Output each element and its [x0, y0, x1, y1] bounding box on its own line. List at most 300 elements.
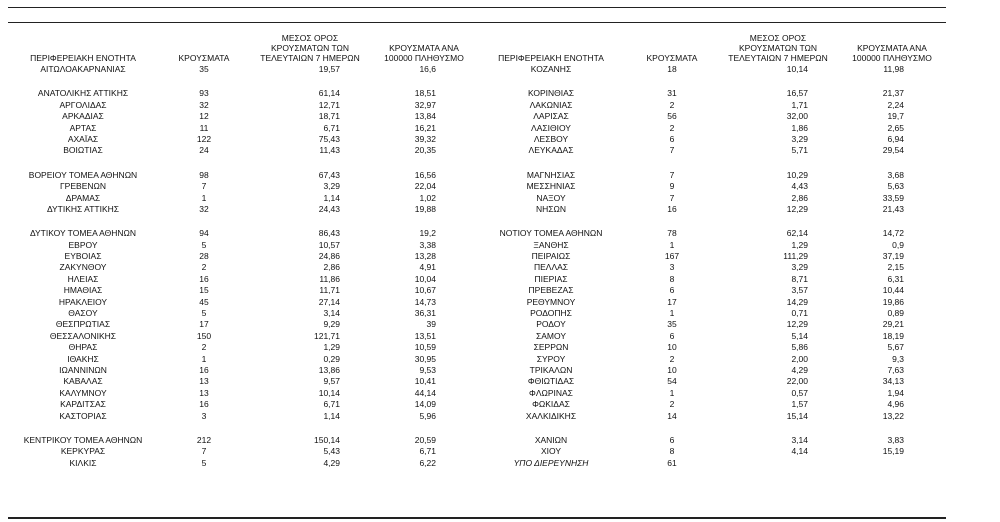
cell-avg: 0,29 [323, 353, 340, 364]
cell-name: ΝΗΣΩΝ [535, 203, 567, 214]
cell-per: 14,09 [414, 399, 436, 410]
cell-avg: 22,00 [786, 376, 808, 387]
cell-name: ΛΑΡΙΣΑΣ [533, 111, 569, 122]
cell-avg: 0,71 [791, 308, 808, 319]
header-per-100k: ΚΡΟΥΣΜΑΤΑ ΑΝΑ 100000 ΠΛΗΘΥΣΜΟ [384, 43, 464, 63]
table-row [8, 88, 478, 99]
cell-cases: 45 [199, 296, 209, 307]
cell-avg: 27,14 [318, 296, 340, 307]
cell-per: 6,31 [887, 273, 904, 284]
cell-name: ΣΑΜΟΥ [535, 330, 566, 341]
cell-per: 19,7 [887, 111, 904, 122]
cell-per: 1,94 [887, 387, 904, 398]
table-row [476, 123, 946, 134]
table-row [476, 285, 946, 296]
cell-cases: 6 [669, 133, 675, 144]
cell-per: 13,51 [414, 330, 436, 341]
cell-per: 16,6 [419, 64, 436, 74]
spacer-row [8, 157, 478, 170]
table-row [476, 240, 946, 251]
cell-cases: 7 [201, 181, 207, 192]
cell-per: 10,59 [414, 342, 436, 353]
table-row [8, 308, 478, 319]
cell-name: ΠΕΙΡΑΙΩΣ [531, 251, 571, 262]
table-row [476, 319, 946, 330]
cell-avg: 62,14 [786, 228, 808, 239]
cell-avg: 18,71 [318, 111, 340, 122]
cell-avg: 0,57 [791, 387, 808, 398]
cell-name: ΝΟΤΙΟΥ ΤΟΜΕΑ ΑΘΗΝΩΝ [499, 228, 603, 239]
table-row [476, 399, 946, 410]
table-row [476, 376, 946, 387]
table-row [8, 376, 478, 387]
cell-per: 20,59 [414, 434, 436, 445]
table-row [476, 308, 946, 319]
cell-cases: 1 [669, 308, 675, 319]
cell-name: ΘΕΣΣΑΛΟΝΙΚΗΣ [49, 330, 117, 341]
header-avg: ΜΕΣΟΣ ΟΡΟΣ ΚΡΟΥΣΜΑΤΩΝ ΤΩΝ ΤΕΛΕΥΤΑΙΩΝ 7 ΗΜΕΡΩΝ [260, 33, 360, 63]
table-body-left [8, 64, 478, 469]
cell-cases: 54 [667, 376, 677, 387]
cell-per: 29,54 [882, 145, 904, 156]
header-cases: ΚΡΟΥΣΜΑΤΑ [178, 53, 230, 63]
cell-cases: 7 [669, 145, 675, 156]
cell-name: ΚΟΡΙΝΘΙΑΣ [527, 88, 575, 99]
cell-avg: 86,43 [318, 228, 340, 239]
top-rule [8, 7, 946, 8]
cell-avg: 10,14 [786, 64, 808, 74]
cell-per: 13,28 [414, 251, 436, 262]
cell-avg: 13,86 [318, 364, 340, 375]
cell-name: ΛΕΥΚΑΔΑΣ [528, 145, 574, 156]
cell-cases: 16 [667, 203, 677, 214]
cell-per: 11,98 [883, 64, 904, 74]
cell-cases: 17 [667, 296, 677, 307]
header-region: ΠΕΡΙΦΕΡΕΙΑΚΗ ΕΝΟΤΗΤΑ [498, 53, 604, 63]
table-row [476, 100, 946, 111]
cell-cases: 2 [201, 342, 207, 353]
cell-name: ΧΑΛΚΙΔΙΚΗΣ [525, 410, 577, 421]
cell-per: 19,2 [419, 228, 436, 239]
cell-cases: 94 [199, 228, 209, 239]
cell-avg: 5,86 [791, 342, 808, 353]
cell-avg: 19,57 [318, 64, 340, 74]
cell-avg: 5,71 [791, 145, 808, 156]
cell-cases: 150 [196, 330, 212, 341]
cell-name: ΘΑΣΟΥ [68, 308, 98, 319]
cell-avg: 1,29 [323, 342, 340, 353]
cell-cases: 3 [669, 262, 675, 273]
cell-name: ΚΙΛΚΙΣ [69, 457, 97, 468]
table-row [476, 435, 946, 446]
cell-name: ΑΡΤΑΣ [69, 122, 97, 133]
cell-name: ΜΕΣΣΗΝΙΑΣ [526, 181, 576, 192]
table-row [8, 111, 478, 122]
cell-name: ΡΟΔΟΠΗΣ [530, 308, 572, 319]
cell-cases: 12 [199, 111, 209, 122]
table-row [8, 145, 478, 156]
cell-per: 29,21 [882, 319, 904, 330]
table-row [476, 111, 946, 122]
cell-avg: 1,14 [323, 192, 340, 203]
cell-per: 19,86 [882, 296, 904, 307]
table-row [8, 64, 478, 75]
cell-avg: 4,29 [323, 457, 340, 468]
cell-per: 1,02 [419, 192, 436, 203]
cell-avg: 10,29 [786, 169, 808, 180]
cell-cases: 78 [667, 228, 677, 239]
cell-cases: 32 [199, 99, 209, 110]
cell-cases: 1 [669, 387, 675, 398]
cell-cases: 16 [199, 399, 209, 410]
cell-cases: 31 [667, 88, 677, 99]
cell-name: ΑΡΚΑΔΙΑΣ [62, 111, 104, 122]
cell-per: 22,04 [414, 181, 436, 192]
cell-cases: 2 [669, 399, 675, 410]
cell-cases: 16 [199, 273, 209, 284]
table-row [8, 388, 478, 399]
cell-avg: 3,14 [323, 308, 340, 319]
table-row [476, 458, 946, 469]
cell-name: ΔΥΤΙΚΟΥ ΤΟΜΕΑ ΑΘΗΝΩΝ [29, 228, 137, 239]
cell-avg: 15,14 [786, 410, 808, 421]
cell-per: 5,67 [887, 342, 904, 353]
cell-cases: 2 [669, 122, 675, 133]
table-row [8, 411, 478, 422]
cell-name: ΣΥΡΟΥ [536, 353, 566, 364]
cell-cases: 17 [199, 319, 209, 330]
cell-per: 19,88 [414, 203, 436, 214]
cell-name: ΧΑΝΙΩΝ [534, 434, 568, 445]
cell-cases: 13 [199, 376, 209, 387]
cell-name: ΙΘΑΚΗΣ [67, 353, 99, 364]
cell-per: 0,89 [887, 308, 904, 319]
cell-name: ΗΡΑΚΛΕΙΟΥ [58, 296, 108, 307]
cell-name: ΛΑΣΙΘΙΟΥ [531, 122, 571, 133]
cell-per: 2,24 [887, 99, 904, 110]
cell-per: 10,04 [414, 273, 436, 284]
cell-name: ΖΑΚΥΝΘΟΥ [59, 262, 107, 273]
cell-per: 21,43 [882, 203, 904, 214]
cell-name: ΛΑΚΩΝΙΑΣ [529, 99, 573, 110]
cell-per: 32,97 [414, 99, 436, 110]
cell-name: ΕΒΡΟΥ [68, 239, 98, 250]
cell-avg: 1,86 [791, 122, 808, 133]
cell-name: ΗΛΕΙΑΣ [67, 273, 99, 284]
table-row [8, 193, 478, 204]
cell-per: 21,37 [882, 88, 904, 99]
cell-avg: 1,14 [323, 410, 340, 421]
table-row [476, 88, 946, 99]
cell-per: 6,71 [419, 446, 436, 457]
cell-avg: 3,14 [791, 434, 808, 445]
cell-cases: 8 [669, 446, 675, 457]
cell-per: 6,22 [419, 457, 436, 468]
table-row [8, 365, 478, 376]
cell-per: 2,15 [887, 262, 904, 273]
cell-avg: 5,14 [791, 330, 808, 341]
cell-cases: 11 [199, 122, 209, 133]
cell-cases: 32 [199, 203, 209, 214]
spacer-row [476, 215, 946, 228]
cell-cases: 2 [201, 262, 207, 273]
cell-cases: 167 [664, 251, 680, 262]
cell-per: 3,38 [419, 239, 436, 250]
table-row [476, 331, 946, 342]
cell-per: 6,94 [887, 133, 904, 144]
cell-avg: 12,71 [318, 99, 340, 110]
cell-avg: 2,00 [791, 353, 808, 364]
cell-name: ΚΑΣΤΟΡΙΑΣ [59, 410, 107, 421]
cell-cases: 2 [669, 353, 675, 364]
cell-per: 2,65 [887, 122, 904, 133]
cell-name: ΒΟΙΩΤΙΑΣ [63, 145, 103, 156]
cell-per: 16,56 [414, 169, 436, 180]
table-row [8, 204, 478, 215]
cell-name: ΠΙΕΡΙΑΣ [534, 273, 568, 284]
cell-avg: 12,29 [786, 203, 808, 214]
cell-per: 14,72 [882, 228, 904, 239]
cell-cases: 122 [196, 133, 212, 144]
cell-name: ΒΟΡΕΙΟΥ ΤΟΜΕΑ ΑΘΗΝΩΝ [28, 169, 138, 180]
cell-per: 9,3 [892, 353, 904, 364]
cell-avg: 1,71 [791, 99, 808, 110]
table-row [476, 64, 946, 75]
cell-name: ΚΑΡΔΙΤΣΑΣ [60, 399, 106, 410]
cell-avg: 2,86 [323, 262, 340, 273]
table-row [476, 365, 946, 376]
table-row [8, 181, 478, 192]
table-row [476, 342, 946, 353]
cell-avg: 24,86 [318, 251, 340, 262]
cell-avg: 150,14 [314, 434, 340, 445]
cell-name: ΑΧΑΪΑΣ [67, 133, 99, 144]
cell-per: 10,67 [414, 285, 436, 296]
table-row [476, 262, 946, 273]
table-row [476, 446, 946, 457]
cell-cases: 15 [199, 285, 209, 296]
cell-per: 16,21 [414, 122, 436, 133]
cell-cases: 16 [199, 364, 209, 375]
cell-cases: 5 [201, 457, 207, 468]
cell-name: ΑΙΤΩΛΟΑΚΑΡΝΑΝΙΑΣ [40, 64, 126, 74]
table-row [476, 297, 946, 308]
cell-name: ΚΑΒΑΛΑΣ [63, 376, 103, 387]
table-row [8, 285, 478, 296]
cell-name: ΠΕΛΛΑΣ [533, 262, 569, 273]
cell-cases: 93 [199, 88, 209, 99]
cell-name: ΦΩΚΙΔΑΣ [532, 399, 570, 410]
cell-per: 34,13 [882, 376, 904, 387]
cell-cases: 7 [669, 192, 675, 203]
table-row [476, 134, 946, 145]
table-row [8, 331, 478, 342]
table-row [8, 170, 478, 181]
cell-name: ΤΡΙΚΑΛΩΝ [529, 364, 573, 375]
cell-avg: 1,29 [791, 239, 808, 250]
cell-name: ΙΩΑΝΝΙΝΩΝ [59, 364, 107, 375]
cell-cases: 8 [669, 273, 675, 284]
table-row [8, 100, 478, 111]
cell-avg: 9,29 [323, 319, 340, 330]
cell-avg: 5,43 [323, 446, 340, 457]
cell-per: 9,53 [419, 364, 436, 375]
cell-name: ΞΑΝΘΗΣ [533, 239, 569, 250]
cell-name: ΓΡΕΒΕΝΩΝ [60, 181, 106, 192]
cell-per: 13,84 [414, 111, 436, 122]
cell-per: 15,19 [882, 446, 904, 457]
cell-name: ΗΜΑΘΙΑΣ [63, 285, 103, 296]
cell-avg: 10,14 [318, 387, 340, 398]
cell-per: 5,63 [887, 181, 904, 192]
cell-cases: 24 [199, 145, 209, 156]
cell-cases: 35 [667, 319, 677, 330]
cell-cases: 2 [669, 99, 675, 110]
cell-cases: 98 [199, 169, 209, 180]
cell-cases: 10 [667, 342, 677, 353]
cell-avg: 12,29 [786, 319, 808, 330]
cell-avg: 6,71 [323, 122, 340, 133]
cell-avg: 4,14 [791, 446, 808, 457]
table-row [476, 228, 946, 239]
cell-per: 0,9 [892, 239, 904, 250]
spacer-row [8, 75, 478, 88]
cell-per: 20,35 [414, 145, 436, 156]
spacer-row [8, 422, 478, 435]
cell-per: 14,73 [414, 296, 436, 307]
cell-name: ΠΡΕΒΕΖΑΣ [528, 285, 574, 296]
table-row [476, 411, 946, 422]
cell-per: 36,31 [414, 308, 436, 319]
table-row [8, 123, 478, 134]
spacer-row [476, 422, 946, 435]
table-row [8, 274, 478, 285]
cell-cases: 1 [201, 192, 207, 203]
header-cases: ΚΡΟΥΣΜΑΤΑ [646, 53, 698, 63]
cell-avg: 3,57 [791, 285, 808, 296]
table-row [476, 354, 946, 365]
table-row [8, 446, 478, 457]
cell-per: 44,14 [414, 387, 436, 398]
cell-per: 39 [426, 319, 436, 330]
cell-name: ΥΠΟ ΔΙΕΡΕΥΝΗΣΗ [513, 457, 589, 468]
header-region: ΠΕΡΙΦΕΡΕΙΑΚΗ ΕΝΟΤΗΤΑ [30, 53, 136, 63]
table-row [8, 240, 478, 251]
cell-name: ΕΥΒΟΙΑΣ [64, 251, 102, 262]
spacer-row [476, 75, 946, 88]
cell-name: ΡΕΘΥΜΝΟΥ [526, 296, 576, 307]
cell-cases: 28 [199, 251, 209, 262]
cell-avg: 3,29 [791, 133, 808, 144]
cell-per: 10,44 [882, 285, 904, 296]
cell-cases: 6 [669, 434, 675, 445]
cell-name: ΦΘΙΩΤΙΔΑΣ [527, 376, 575, 387]
cell-name: ΝΑΞΟΥ [536, 192, 566, 203]
cell-cases: 7 [201, 446, 207, 457]
bottom-rule [8, 517, 946, 519]
cell-cases: 6 [669, 285, 675, 296]
table-row [8, 435, 478, 446]
cell-name: ΡΟΔΟΥ [536, 319, 566, 330]
cell-name: ΘΕΣΠΡΩΤΙΑΣ [55, 319, 111, 330]
cell-avg: 4,43 [791, 181, 808, 192]
table-row [8, 297, 478, 308]
cell-per: 13,22 [882, 410, 904, 421]
table-row [8, 354, 478, 365]
cell-avg: 14,29 [786, 296, 808, 307]
cell-per: 3,68 [887, 169, 904, 180]
table-row [8, 228, 478, 239]
cell-cases: 61 [667, 457, 677, 468]
table-row [476, 145, 946, 156]
cell-avg: 6,71 [323, 399, 340, 410]
cell-cases: 1 [669, 239, 675, 250]
cell-per: 7,63 [887, 364, 904, 375]
table-row [476, 388, 946, 399]
cell-per: 18,19 [882, 330, 904, 341]
cell-name: ΔΡΑΜΑΣ [65, 192, 101, 203]
cell-name: ΚΑΛΥΜΝΟΥ [59, 387, 107, 398]
cell-name: ΛΕΣΒΟΥ [533, 133, 569, 144]
cell-name: ΚΟΖΑΝΗΣ [530, 64, 572, 74]
cell-avg: 9,57 [323, 376, 340, 387]
table-body-right [476, 64, 946, 469]
cell-per: 10,41 [414, 376, 436, 387]
table-row [8, 251, 478, 262]
cell-avg: 3,29 [323, 181, 340, 192]
cell-name: ΦΛΩΡΙΝΑΣ [529, 387, 573, 398]
table-row [476, 204, 946, 215]
cell-per: 39,32 [414, 133, 436, 144]
cell-per: 37,19 [882, 251, 904, 262]
cell-cases: 5 [201, 308, 207, 319]
cell-name: ΚΕΡΚΥΡΑΣ [60, 446, 106, 457]
cell-avg: 11,71 [319, 285, 340, 296]
table-row [8, 262, 478, 273]
cell-cases: 5 [201, 239, 207, 250]
table-right-half [476, 22, 946, 469]
cell-per: 33,59 [882, 192, 904, 203]
table-header-right [476, 22, 946, 64]
table-row [8, 134, 478, 145]
cell-avg: 2,86 [791, 192, 808, 203]
cell-name: ΚΕΝΤΡΙΚΟΥ ΤΟΜΕΑ ΑΘΗΝΩΝ [23, 434, 143, 445]
cell-cases: 18 [667, 64, 677, 74]
cell-avg: 75,43 [318, 133, 340, 144]
cell-cases: 14 [667, 410, 677, 421]
cell-per: 3,83 [887, 434, 904, 445]
cell-name: ΧΙΟΥ [540, 446, 562, 457]
table-row [476, 181, 946, 192]
cell-cases: 3 [201, 410, 207, 421]
header-per-100k: ΚΡΟΥΣΜΑΤΑ ΑΝΑ 100000 ΠΛΗΘΥΣΜΟ [852, 43, 932, 63]
cell-name: ΔΥΤΙΚΗΣ ΑΤΤΙΚΗΣ [46, 203, 120, 214]
cell-cases: 13 [199, 387, 209, 398]
table-row [8, 319, 478, 330]
cell-cases: 9 [669, 181, 675, 192]
table-row [8, 399, 478, 410]
cell-name: ΑΝΑΤΟΛΙΚΗΣ ΑΤΤΙΚΗΣ [37, 88, 129, 99]
cell-per: 30,95 [414, 353, 436, 364]
cell-avg: 32,00 [786, 111, 808, 122]
cell-per: 18,51 [414, 88, 436, 99]
spacer-row [476, 157, 946, 170]
cell-avg: 121,71 [314, 330, 340, 341]
table-row [476, 251, 946, 262]
cell-avg: 16,57 [786, 88, 808, 99]
cell-cases: 1 [201, 353, 207, 364]
table-row [476, 274, 946, 285]
